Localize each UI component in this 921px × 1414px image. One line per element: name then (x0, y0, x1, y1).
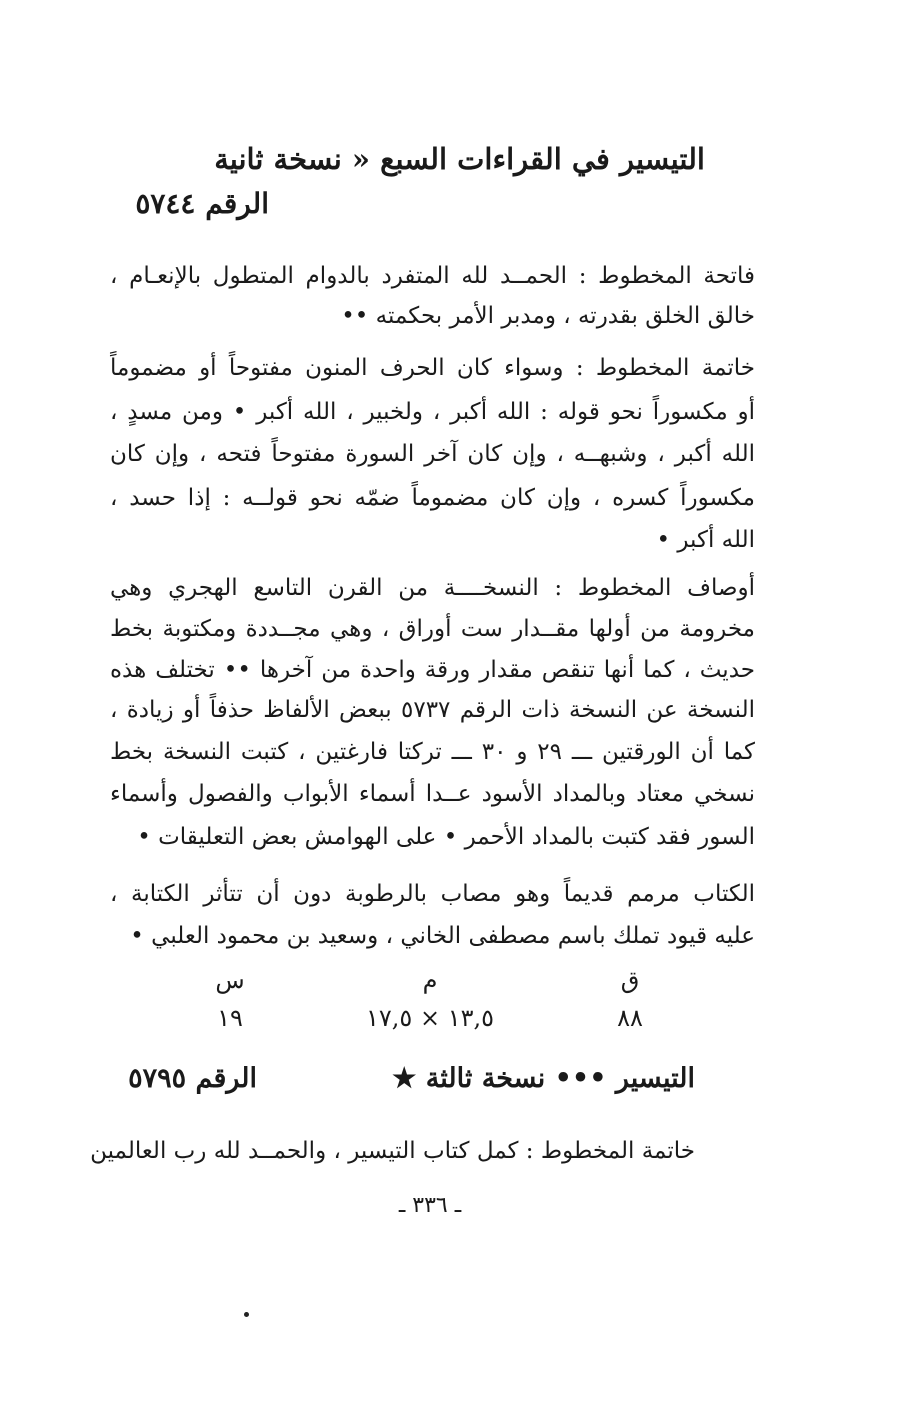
leaves-label: ق (620, 966, 640, 994)
closing-line: مكسوراً كسره ، وإن كان مضموماً ضمّه نحو قولــه : إذا حسد ، (110, 485, 755, 511)
description-line: السور فقد كتبت بالمداد الأحمر • على الهوامش بعض التعليقات • (137, 824, 755, 850)
description-line: مخرومة من أولها مقــدار ست أوراق ، وهي مجــددة ومكتوبة بخط (110, 616, 755, 642)
entry2-closing-line: خاتمة المخطوط : كمل كتاب التيسير ، والحمــد لله رب العالمين (90, 1138, 695, 1164)
opening-line: خالق الخلق بقدرته ، ومدبر الأمر بحكمته •• (341, 303, 755, 329)
entry2-register-number: الرقم ٥٧٩٥ (128, 1063, 257, 1094)
closing-line: خاتمة المخطوط : وسواء كان الحرف المنون مفتوحاً أو مضموماً (110, 355, 755, 381)
entry2-title: التيسير ••• نسخة ثالثة ★ (392, 1063, 695, 1094)
leaves-value: ٨٨ (617, 1004, 643, 1032)
page-number: ـ ٣٣٦ ـ (398, 1193, 462, 1218)
register-number: الرقم ٥٧٤٤ (135, 187, 269, 220)
ink-speck (244, 1312, 249, 1317)
closing-line: أو مكسوراً نحو قوله : الله أكبر ، ولخبير ، الله أكبر • ومن مسدٍ ، (110, 399, 755, 425)
description-line: حديث ، كما أنها تنقص مقدار ورقة واحدة من آخرها •• تختلف هذه (110, 657, 755, 683)
closing-line: الله أكبر ، وشبهــه ، وإن كان آخر السورة مفتوحاً فتحه ، وإن كان (110, 441, 755, 467)
closing-line: الله أكبر • (656, 527, 755, 553)
size-label: م (422, 966, 438, 994)
entry-title: التيسير في القراءات السبع « نسخة ثانية (214, 142, 705, 176)
lines-value: ١٩ (217, 1004, 243, 1032)
opening-line: فاتحة المخطوط : الحمــد لله المتفرد بالدوام المتطول بالإنعـام ، (110, 263, 755, 289)
condition-line: الكتاب مرمم قديماً وهو مصاب بالرطوبة دون أن تتأثر الكتابة ، (110, 881, 755, 907)
description-line: نسخي معتاد وبالمداد الأسود عــدا أسماء الأبواب والفصول وأسماء (110, 781, 755, 807)
description-line: النسخة عن النسخة ذات الرقم ٥٧٣٧ ببعض الألفاظ حذفاً أو زيادة ، (110, 697, 756, 723)
size-value: ١٣,٥ × ١٧,٥ (366, 1004, 494, 1032)
condition-line: عليه قيود تملك باسم مصطفى الخاني ، وسعيد بن محمود العلبي • (130, 923, 755, 949)
description-line: أوصاف المخطوط : النسخــــة من القرن التاسع الهجري وهي (110, 575, 755, 601)
lines-label: س (215, 966, 245, 994)
description-line: كما أن الورقتين ـــ ٢٩ و ٣٠ ـــ تركتا فارغتين ، كتبت النسخة بخط (110, 739, 755, 765)
